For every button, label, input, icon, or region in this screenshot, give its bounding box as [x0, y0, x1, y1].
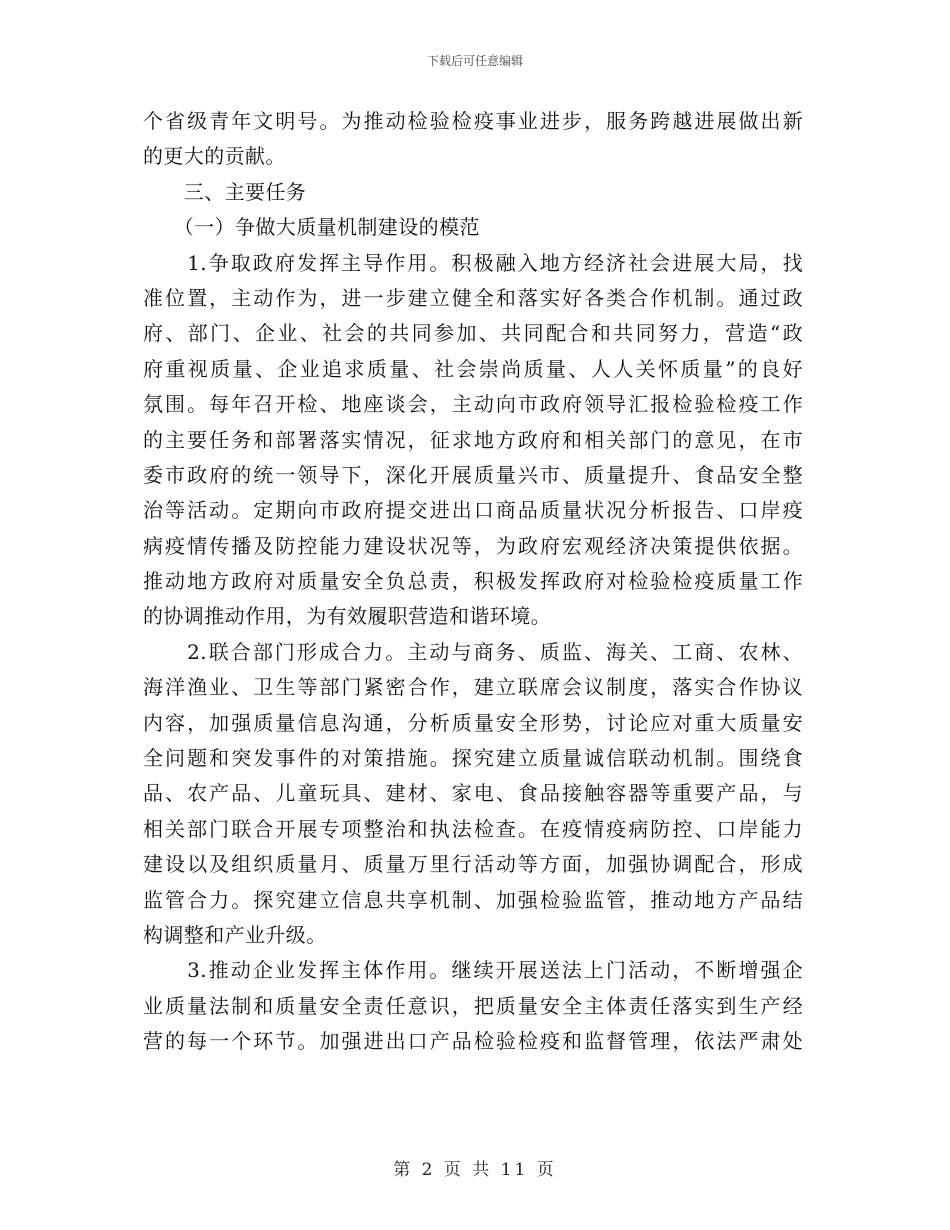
- text-line: 治等活动。定期向市政府提交进出口商品质量状况分析报告、口岸疫: [143, 498, 803, 523]
- text-line: 内容，加强质量信息沟通，分析质量安全形势，讨论应对重大质量安: [143, 710, 803, 735]
- text-line: 推动地方政府对质量安全负总责，积极发挥政府对检验检疫质量工作: [143, 569, 803, 594]
- text-line: 2.联合部门形成合力。主动与商务、质监、海关、工商、农林、: [143, 639, 803, 664]
- text-line: 3.推动企业发挥主体作用。继续开展送法上门活动，不断增强企: [143, 958, 803, 983]
- text-line: 三、主要任务: [143, 179, 307, 204]
- text-line: 业质量法制和质量安全责任意识，把质量安全主体责任落实到生产经: [143, 993, 803, 1018]
- text-line: 病疫情传播及防控能力建设状况等，为政府宏观经济决策提供依据。: [143, 533, 803, 558]
- text-line: 的更大的贡献。: [143, 144, 286, 169]
- text-line: 1.争取政府发挥主导作用。积极融入地方经济社会进展大局，找: [143, 250, 803, 275]
- text-line: 营的每一个环节。加强进出口产品检验检疫和监督管理，依法严肃处: [143, 1029, 803, 1054]
- page-header: 下载后可任意编辑: [426, 54, 523, 68]
- text-line: 府、部门、企业、社会的共同参加、共同配合和共同努力，营造“政: [143, 321, 803, 346]
- text-line: 的协调推动作用，为有效履职营造和谐环境。: [143, 604, 551, 629]
- text-line: 相关部门联合开展专项整治和执法检查。在疫情疫病防控、口岸能力: [143, 816, 803, 841]
- text-line: 氛围。每年召开检、地座谈会，主动向市政府领导汇报检验检疫工作: [143, 392, 803, 417]
- text-line: 构调整和产业升级。: [143, 922, 327, 947]
- page-footer-page-number: 第 2 页 共 11 页: [393, 1160, 557, 1180]
- text-line: 府重视质量、企业追求质量、社会崇尚质量、人人关怀质量”的良好: [143, 356, 803, 381]
- document-body: [143, 104, 803, 1060]
- text-line: 委市政府的统一领导下，深化开展质量兴市、质量提升、食品安全整: [143, 462, 803, 487]
- text-line: 建设以及组织质量月、质量万里行活动等方面，加强协调配合，形成: [143, 852, 803, 877]
- text-line: 品、农产品、儿童玩具、建材、家电、食品接触容器等重要产品，与: [143, 781, 803, 806]
- text-line: 准位置，主动作为，进一步建立健全和落实好各类合作机制。通过政: [143, 285, 803, 310]
- text-line: 个省级青年文明号。为推动检验检疫事业进步，服务跨越进展做出新: [143, 109, 803, 133]
- text-line: 海洋渔业、卫生等部门紧密合作，建立联席会议制度，落实合作协议: [143, 675, 803, 700]
- text-line: 全问题和突发事件的对策措施。探究建立质量诚信联动机制。围绕食: [143, 746, 803, 771]
- text-line: 的主要任务和部署落实情况，征求地方政府和相关部门的意见，在市: [143, 427, 803, 452]
- text-line: （一）争做大质量机制建设的模范: [143, 215, 480, 240]
- text-line: 监管合力。探究建立信息共享机制、加强检验监管，推动地方产品结: [143, 887, 803, 912]
